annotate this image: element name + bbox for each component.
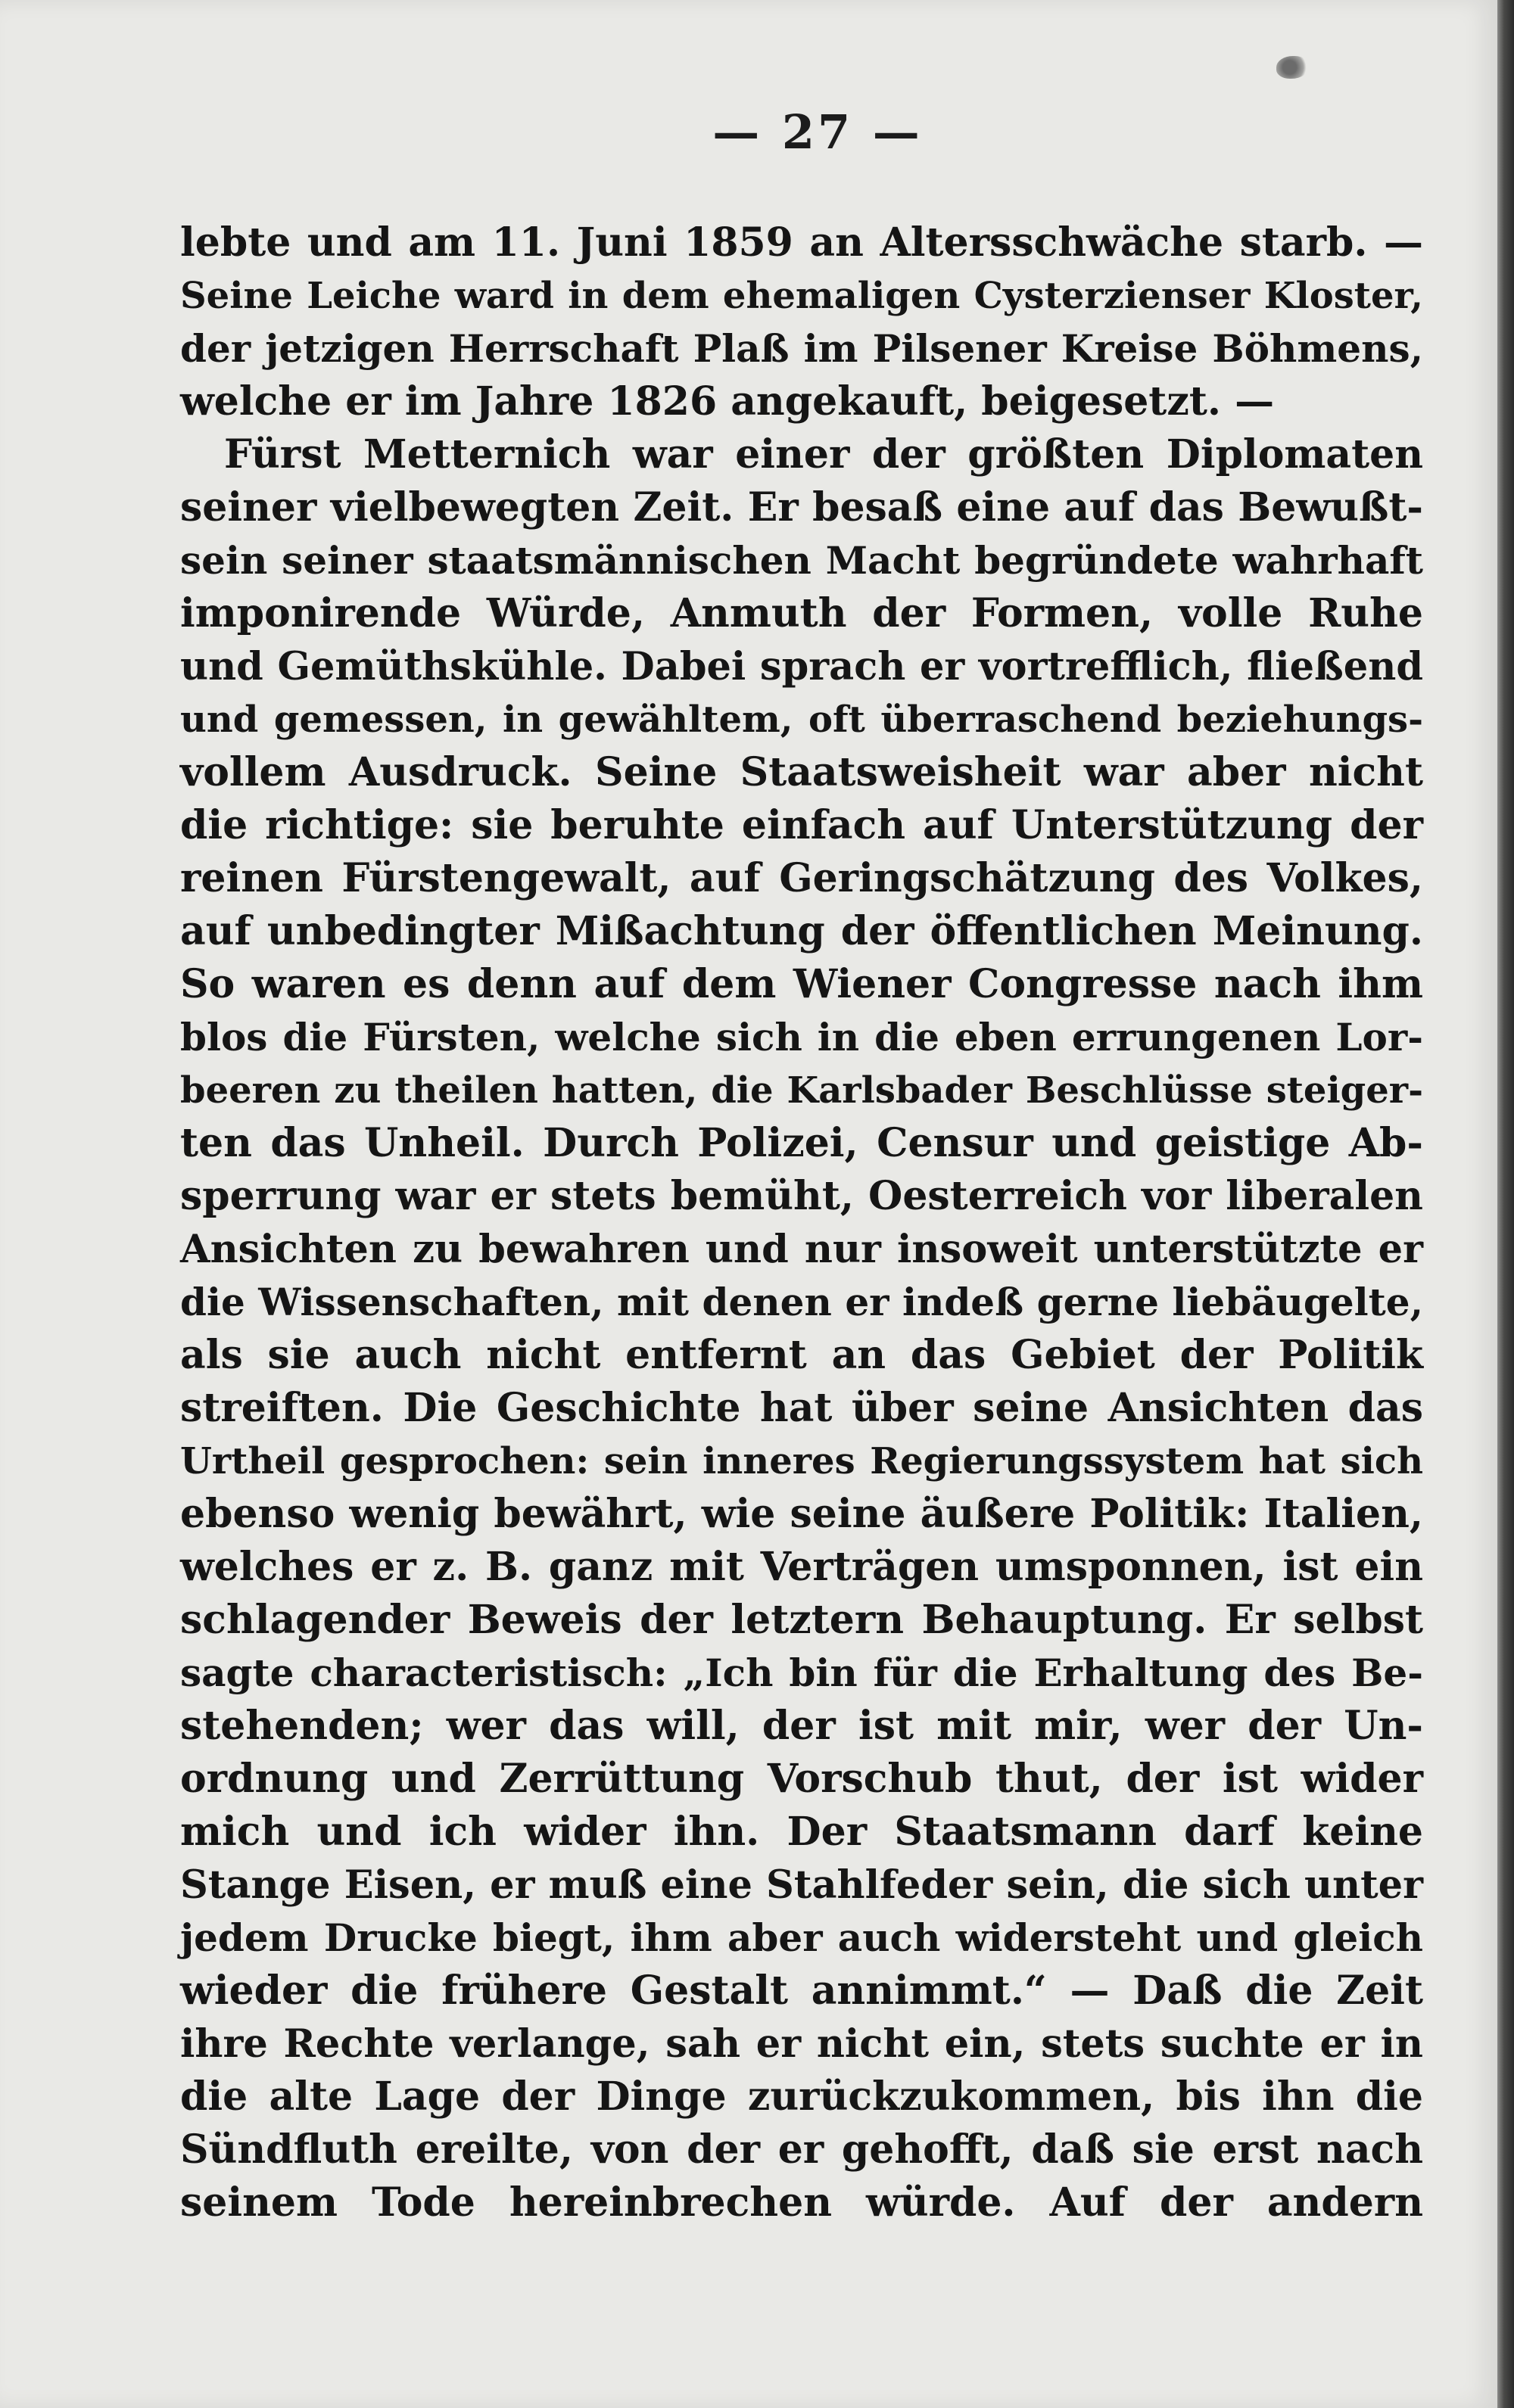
- text-line: streiften. Die Geschichte hat über seine Ansichten das: [180, 1385, 1423, 1431]
- text-line: welche er im Jahre 1826 angekauft, beigesetzt. —: [180, 378, 1275, 425]
- text-line: welches er z. B. ganz mit Verträgen umsponnen, ist ein: [180, 1544, 1423, 1590]
- text-line: sein seiner staatsmännischen Macht begründete wahrhaft: [180, 538, 1423, 583]
- text-line: seinem Tode hereinbrechen würde. Auf der andern: [180, 2179, 1423, 2226]
- text-line: ten das Unheil. Durch Polizei, Censur und geistige Ab-: [180, 1120, 1423, 1166]
- text-line: ebenso wenig bewährt, wie seine äußere Politik: Italien,: [180, 1491, 1423, 1537]
- text-line: die alte Lage der Dinge zurückzukommen, bis ihn die: [180, 2074, 1423, 2120]
- text-line: reinen Fürstengewalt, auf Geringschätzung des Volkes,: [180, 855, 1423, 901]
- text-line: die richtige: sie beruhte einfach auf Unterstützung der: [180, 802, 1423, 848]
- text-line: seiner vielbewegten Zeit. Er besaß eine auf das Bewußt-: [180, 484, 1423, 530]
- text-line: wieder die frühere Gestalt annimmt.“ — Daß die Zeit: [180, 1968, 1423, 2014]
- text-line: jedem Drucke biegt, ihm aber auch widersteht und gleich: [180, 1915, 1423, 1960]
- text-line: sagte characteristisch: „Ich bin für die Erhaltung des Be-: [180, 1650, 1423, 1695]
- text-line: schlagender Beweis der letztern Behauptung. Er selbst: [180, 1597, 1423, 1643]
- text-line: die Wissenschaften, mit denen er indeß gerne liebäugelte,: [180, 1280, 1423, 1324]
- text-line: ihre Rechte verlange, sah er nicht ein, stets suchte er in: [180, 2021, 1423, 2067]
- text-line: Urtheil gesprochen: sein inneres Regierungssystem hat sich: [180, 1440, 1423, 1482]
- text-line: auf unbedingter Mißachtung der öffentlichen Meinung.: [180, 908, 1423, 954]
- body-text: [180, 216, 1423, 2229]
- text-line: beeren zu theilen hatten, die Karlsbader Beschlüsse steiger-: [180, 1069, 1423, 1112]
- text-line: ordnung und Zerrüttung Vorschub thut, der ist wider: [180, 1756, 1423, 1802]
- page-edge: [1497, 0, 1514, 2408]
- text-line: sperrung war er stets bemüht, Oesterreich vor liberalen: [180, 1173, 1423, 1219]
- text-line: Stange Eisen, er muß eine Stahlfeder sein, die sich unter: [180, 1862, 1423, 1908]
- text-line: Sündfluth ereilte, von der er gehofft, daß sie erst nach: [180, 2126, 1423, 2173]
- page-number: — 27 —: [712, 104, 923, 160]
- text-line: blos die Fürsten, welche sich in die eben errungenen Lor-: [180, 1015, 1423, 1059]
- text-line: imponirende Würde, Anmuth der Formen, volle Ruhe: [180, 590, 1423, 636]
- text-line: und gemessen, in gewähltem, oft überraschend beziehungs-: [180, 698, 1423, 741]
- text-line: vollem Ausdruck. Seine Staatsweisheit war aber nicht: [180, 749, 1423, 795]
- text-line: Ansichten zu bewahren und nur insoweit unterstützte er: [180, 1227, 1423, 1272]
- ink-blot: [1276, 56, 1310, 79]
- text-line: So waren es denn auf dem Wiener Congresse nach ihm: [180, 961, 1423, 1007]
- text-line: als sie auch nicht entfernt an das Gebiet der Politik: [180, 1332, 1423, 1378]
- text-line: Seine Leiche ward in dem ehemaligen Cysterzienser Kloster,: [180, 275, 1423, 317]
- text-line: mich und ich wider ihn. Der Staatsmann darf keine: [180, 1809, 1423, 1855]
- text-line: stehenden; wer das will, der ist mit mir, wer der Un-: [180, 1703, 1423, 1749]
- text-line: und Gemüthskühle. Dabei sprach er vortrefflich, fließend: [180, 644, 1423, 689]
- text-line: lebte und am 11. Juni 1859 an Altersschwäche starb. —: [180, 219, 1423, 266]
- text-line: Fürst Metternich war einer der größten Diplomaten: [224, 431, 1423, 478]
- text-line: der jetzigen Herrschaft Plaß im Pilsener Kreise Böhmens,: [180, 326, 1423, 371]
